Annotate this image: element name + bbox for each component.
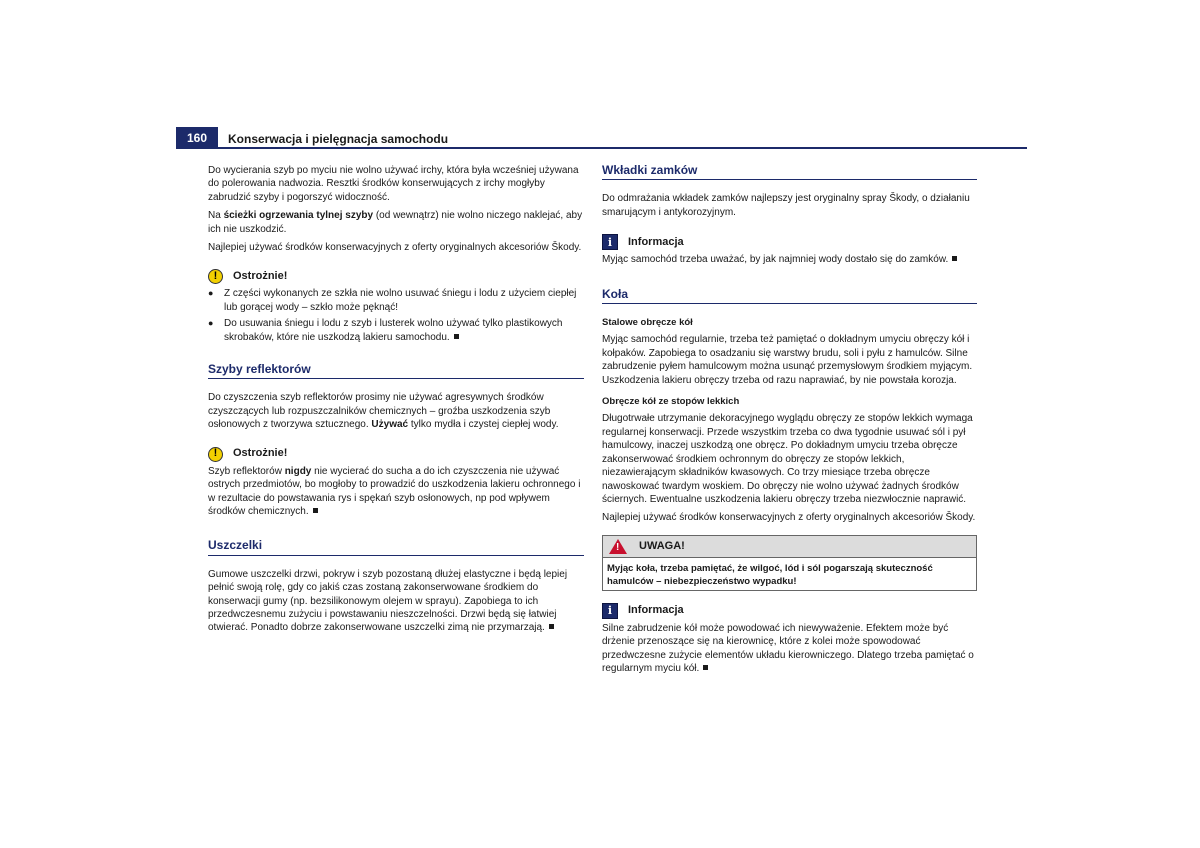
page-number: 160 [176, 127, 218, 148]
paragraph-chamois: Do wycierania szyb po myciu nie wolno używać irchy, która była wcześniej używana do polerowania nadwozia. Resztki środków konserwujących z irchy mogłyby zabrudzić szyby i pogorszyć widoczność. [208, 165, 579, 203]
emphasis: Używać [371, 419, 409, 431]
list-item-text [224, 317, 584, 344]
warning-heading [603, 536, 976, 558]
text: Do usuwania śniegu i lodu z szyb i lusterek wolno używać tylko plastikowych skrobaków, które nie uszkodzą lakieru samochodu. [224, 318, 563, 343]
emphasis: ścieżki ogrzewania tylnej szyby [223, 210, 374, 222]
text: nie wycierać do sucha a do ich czyszczenia nie używać ostrych przedmiotów, bo mogłoby to prowadzić do uszkodzenia lakieru ochronnego i w rezultacie do powstawania rys i spękań szyb osłonowych, np pod wpływem środków chemicznych. [208, 465, 581, 517]
caution-title: Ostrożnie! [233, 447, 288, 460]
left-column [208, 164, 584, 640]
text: Do czyszczenia szyb reflektorów prosimy nie używać agresywnych środków czyszczących lub rozpuszczalników chemicznych – groźba uszkodzenia szyb osłonowych z tworzywa sztucznego. [208, 392, 551, 431]
caution-text [208, 465, 584, 519]
info-heading [602, 603, 977, 619]
warning-triangle-icon: ! [609, 539, 627, 554]
subheading-alloy-rims: Obręcze kół ze stopów lekkich [602, 396, 740, 408]
paragraph-heating-paths [208, 209, 584, 236]
end-of-section-icon [703, 665, 708, 670]
text: Szyb reflektorów [208, 465, 285, 477]
end-of-section-icon [549, 624, 554, 629]
warning-text: Myjąc koła, trzeba pamiętać, że wilgoć, lód i sól pogarszają skuteczność hamulców – niebezpieczeństwo wypadku! [607, 562, 933, 587]
text: tylko mydła i czystej ciepłej wody. [408, 419, 559, 431]
text: (od wewnątrz) nie wolno niczego naklejać, aby ich nie uszkodzić. [208, 210, 583, 235]
paragraph-headlight-cleaning [208, 391, 584, 431]
page-title: Konserwacja i pielęgnacja samochodu [228, 132, 449, 146]
warning-title: UWAGA! [639, 539, 685, 552]
info-title: Informacja [628, 235, 684, 248]
section-heading-seals: Uszczelki [208, 539, 584, 555]
info-text [602, 253, 977, 266]
paragraph-lock-cylinders: Do odmrażania wkładek zamków najlepszy jest oryginalny spray Škody, o działaniu smarującym i antykorozyjnym. [602, 193, 970, 218]
subheading-steel-rims: Stalowe obręcze kół [602, 317, 693, 329]
right-column [602, 164, 977, 680]
emphasis: nigdy [284, 465, 312, 477]
caution-heading [208, 269, 584, 284]
text: Myjąc samochód trzeba uważać, by jak najmniej wody dostało się do zamków. [602, 254, 949, 266]
paragraph-accessories: Najlepiej używać środków konserwacyjnych z oferty oryginalnych akcesoriów Škody. [208, 242, 582, 254]
end-of-section-icon [313, 508, 318, 513]
paragraph-steel-rims: Myjąc samochód regularnie, trzeba też pamiętać o dokładnym umyciu obręczy kół i kołpaków. Zapobiega to osadzaniu się warstwy brudu, soli i pyłu z hamulców. Silne zabrudzenie pyłem hamulcowym można usunąć przemysłowym środkiem myjącym. Uszkodzenia lakieru obręczy trzeba od razu naprawiać, by nie powstała korozja. [602, 334, 973, 386]
caution-title: Ostrożnie! [233, 270, 288, 283]
paragraph-seals [208, 568, 584, 635]
list-item [208, 287, 584, 314]
end-of-section-icon [952, 256, 957, 261]
info-icon: i [602, 603, 618, 619]
section-heading-wheels: Koła [602, 288, 977, 304]
caution-heading [208, 447, 584, 462]
info-text [602, 622, 977, 676]
header-rule [176, 147, 1027, 149]
end-of-section-icon [454, 334, 459, 339]
list-item [208, 317, 584, 344]
bullet-icon: ● [208, 318, 214, 329]
caution-icon: ! [208, 447, 223, 462]
text: Gumowe uszczelki drzwi, pokryw i szyb pozostaną dłużej elastyczne i będą lepiej pełnić swoją rolę, gdy co jakiś czas zostaną zakonserwowane środkiem do konserwacji gumy (np. bezsilikonowym olejem w sprayu). Zapobiega to ich przedwczesnemu zużyciu i powstawaniu nieszczelności. Drzwi będą się łatwiej otwierać. Ponadto dobrze zakonserwowane uszczelki zimą nie przymarzają. [208, 568, 568, 634]
paragraph-alloy-rims: Długotrwałe utrzymanie dekoracyjnego wyglądu obręczy ze stopów lekkich wymaga regularnej konserwacji. Przede wszystkim trzeba co dwa tygodnie usuwać sól i pył hamulcowy, inaczej uszkodzą one obręcz. Po dokładnym umyciu trzeba obręcze zakonserwować środkiem ochronnym do obręczy ze stopów lekkich, niezawierającym składników kwasowych. Co trzy miesiące trzeba obręcze nawoskować twardym woskiem. Do obręczy nie wolno używać żadnych środków ściernych. Ewentualne uszkodzenia lakieru obręczy trzeba niezwłocznie naprawić. [602, 413, 973, 505]
info-icon: i [602, 234, 618, 250]
paragraph-accessories: Najlepiej używać środków konserwacyjnych z oferty oryginalnych akcesoriów Škody. [602, 512, 976, 524]
warning-box [602, 535, 977, 591]
caution-icon: ! [208, 269, 223, 284]
info-title: Informacja [628, 604, 684, 617]
bullet-icon: ● [208, 288, 214, 299]
text: Na [208, 210, 224, 222]
info-heading [602, 234, 977, 250]
list-item-text: Z części wykonanych ze szkła nie wolno usuwać śniegu i lodu z użyciem ciepłej lub gorącej wody – szkło może pęknąć! [224, 288, 577, 313]
section-heading-lock-cylinders: Wkładki zamków [602, 164, 977, 180]
text: Silne zabrudzenie kół może powodować ich niewyważenie. Efektem może być drżenie przenoszące się na kierownicę, które z kolei może spowodować przedwczesne zużycie elementów układu kierowniczego. Dlatego trzeba pamiętać o regularnym myciu kół. [602, 622, 974, 674]
section-heading-headlight-glass: Szyby reflektorów [208, 363, 584, 379]
